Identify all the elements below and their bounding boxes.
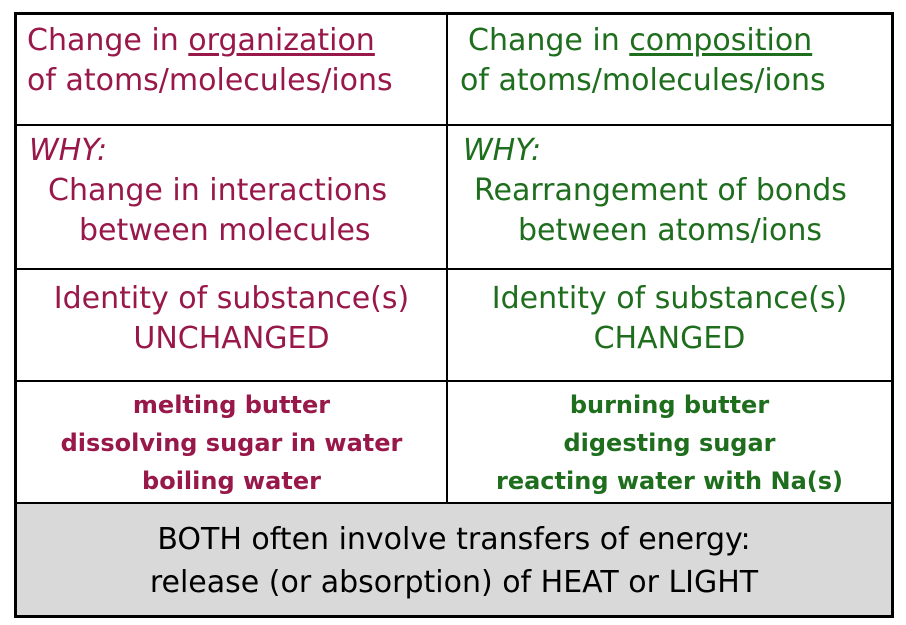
chemical-identity-line1: Identity of substance(s) xyxy=(491,281,848,316)
physical-why-cell xyxy=(17,126,448,270)
chemical-identity-status: CHANGED xyxy=(593,321,746,356)
physical-why-line1: Change in interactions xyxy=(48,173,388,208)
chemical-example: digesting sugar xyxy=(563,429,776,457)
physical-example: melting butter xyxy=(132,391,331,419)
physical-definition-line1: Change in organization xyxy=(27,23,375,58)
organization-keyword: organization xyxy=(188,23,375,58)
chemical-definition-line1: Change in composition xyxy=(468,23,813,58)
composition-keyword: composition xyxy=(629,23,813,58)
both-line2: release (or absorption) of HEAT or LIGHT xyxy=(149,565,759,600)
physical-identity-cell xyxy=(17,270,448,382)
physical-identity-line1: Identity of substance(s) xyxy=(53,281,410,316)
physical-definition-line2: of atoms/molecules/ions xyxy=(27,63,393,98)
physical-examples-cell xyxy=(17,382,448,504)
chemical-example: burning butter xyxy=(569,391,770,419)
both-line1: BOTH often involve transfers of energy: xyxy=(157,522,751,557)
comparison-table xyxy=(14,12,894,618)
chemical-examples-cell xyxy=(448,382,891,504)
physical-identity-status: UNCHANGED xyxy=(133,321,330,356)
chemical-why-line2: between atoms/ions xyxy=(518,213,823,248)
physical-definition-cell xyxy=(17,15,448,126)
physical-example: boiling water xyxy=(142,467,321,495)
physical-why-label: WHY: xyxy=(29,133,108,168)
both-energy-cell xyxy=(17,504,891,615)
chemical-why-cell xyxy=(448,126,891,270)
physical-example: dissolving sugar in water xyxy=(60,429,403,457)
chemical-why-label: WHY: xyxy=(463,133,542,168)
chemical-identity-cell xyxy=(448,270,891,382)
chemical-why-line1: Rearrangement of bonds xyxy=(474,173,847,208)
chemical-definition-line2: of atoms/molecules/ions xyxy=(460,63,826,98)
chemical-example: reacting water with Na(s) xyxy=(496,467,843,495)
chemical-definition-cell xyxy=(448,15,891,126)
physical-why-line2: between molecules xyxy=(79,213,371,248)
